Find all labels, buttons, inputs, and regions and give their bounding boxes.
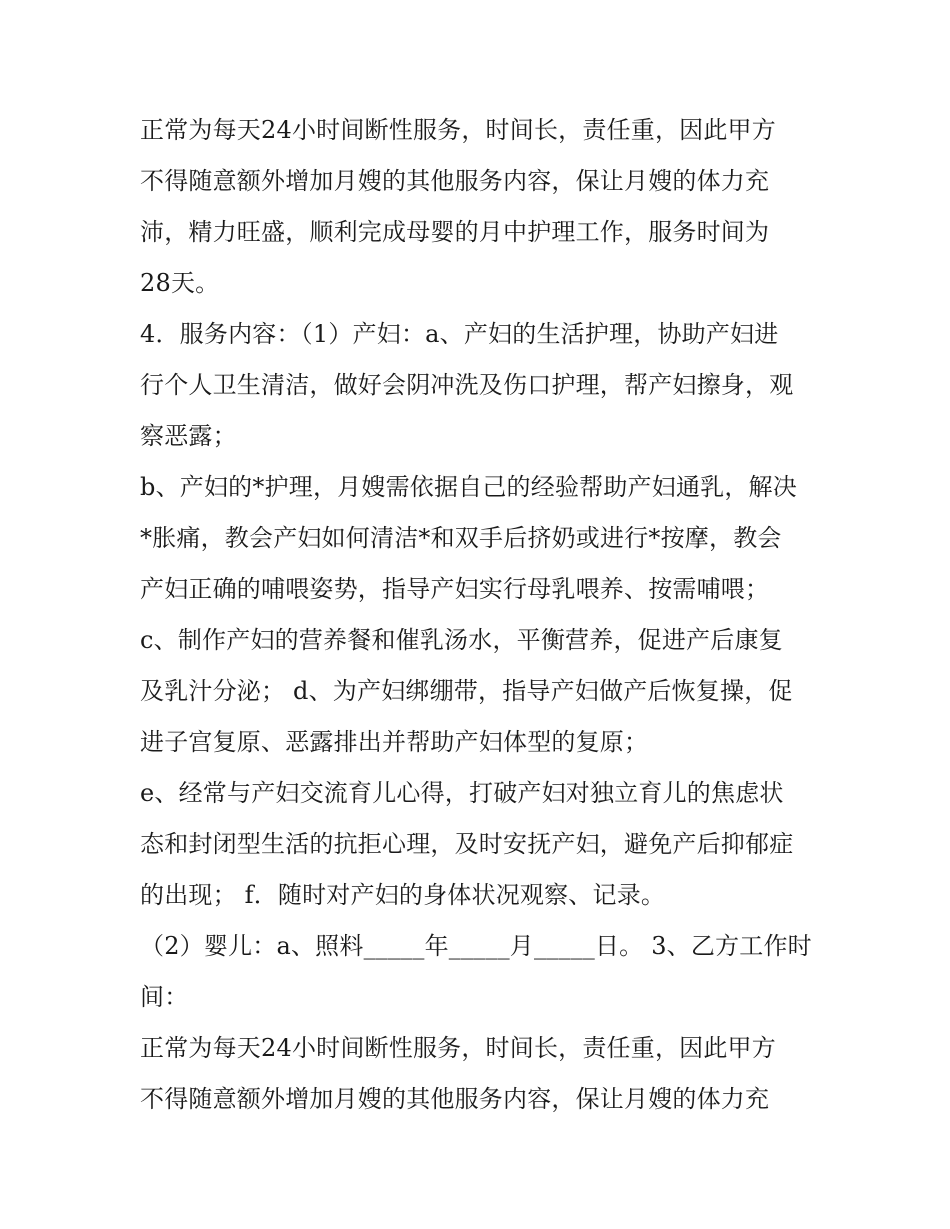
text-line: 产妇正确的哺喂姿势，指导产妇实行母乳喂养、按需哺喂； (140, 575, 770, 603)
text-line: e、经常与产妇交流育儿心得，打破产妇对独立育儿的焦虑状 (140, 779, 784, 807)
text-line: c、制作产妇的营养餐和催乳汤水，平衡营养，促进产后康复 (140, 626, 783, 654)
text-line: 不得随意额外增加月嫂的其他服务内容，保让月嫂的体力充 (140, 167, 770, 195)
text-line: 4．服务内容：（1）产妇：a、产妇的生活护理，协助产妇进 (140, 320, 779, 348)
text-line: 行个人卫生清洁，做好会阴冲洗及伤口护理，帮产妇擦身，观 (140, 371, 794, 399)
text-line: b、产妇的*护理，月嫂需依据自己的经验帮助产妇通乳，解决 (140, 473, 797, 501)
text-line: 沛，精力旺盛，顺利完成母婴的月中护理工作，服务时间为 (140, 218, 770, 246)
text-line: 进子宫复原、恶露排出并帮助产妇体型的复原； (140, 728, 649, 756)
text-line: 间： (140, 983, 189, 1011)
text-line: 察恶露； (140, 422, 237, 450)
text-line: 及乳汁分泌； d、为产妇绑绷带，指导产妇做产后恢复操，促 (140, 677, 793, 705)
text-line: 不得随意额外增加月嫂的其他服务内容，保让月嫂的体力充 (140, 1085, 770, 1113)
text-line: （2）婴儿：a、照料_____年_____月_____日。 3、乙方工作时 (140, 932, 812, 960)
text-line: 正常为每天24小时间断性服务，时间长，责任重，因此甲方 (140, 116, 776, 144)
text-line: 28天。 (140, 269, 220, 297)
text-line: *胀痛，教会产妇如何清洁*和双手后挤奶或进行*按摩，教会 (140, 524, 782, 552)
text-line: 态和封闭型生活的抗拒心理，及时安抚产妇，避免产后抑郁症 (140, 830, 794, 858)
text-line: 正常为每天24小时间断性服务，时间长，责任重，因此甲方 (140, 1034, 776, 1062)
text-line: 的出现； f．随时对产妇的身体状况观察、记录。 (140, 881, 666, 909)
